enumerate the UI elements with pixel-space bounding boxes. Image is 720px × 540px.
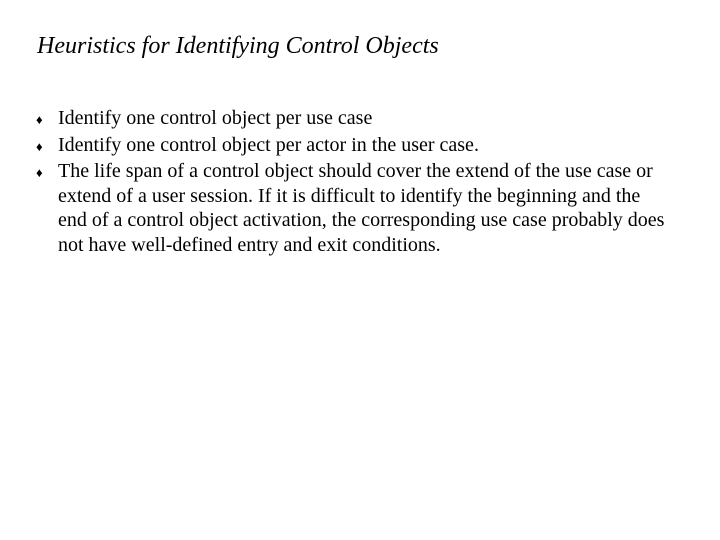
diamond-bullet-icon: ♦ [36,138,43,154]
slide-title: Heuristics for Identifying Control Objects [37,33,439,59]
list-item [36,106,676,133]
list-item [36,159,676,257]
bullet-list [36,106,676,257]
bullet-text: Identify one control object per actor in the user case. [58,133,479,156]
diamond-bullet-icon: ♦ [36,165,43,180]
bullet-text: Identify one control object per use case [58,107,373,129]
diamond-bullet-icon: ♦ [36,112,43,127]
list-item [36,133,676,160]
bullet-text: The life span of a control object should cover the extend of the use case or extend of a user session. If it is difficult to identify the beginning and the end of a control object activation, the corresponding use case probably does not have well-defined entry and exit conditions. [58,160,665,256]
